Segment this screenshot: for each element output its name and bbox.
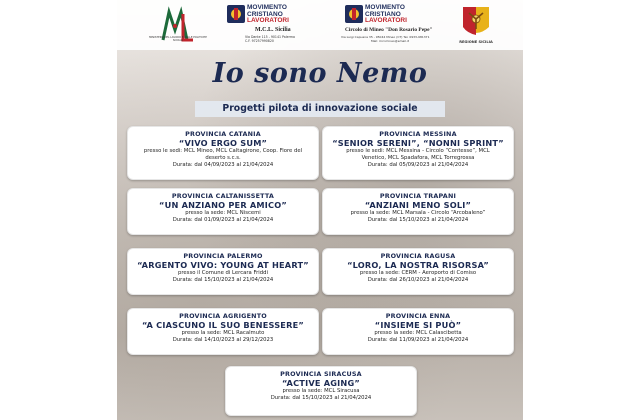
project-location: presso la sede: CERM - Aeroporto di Comiso — [359, 270, 477, 276]
province-label: PROVINCIA CALTANISSETTA — [171, 192, 275, 200]
mcl-sicilia-name: M.C.L. Sicilia — [255, 27, 291, 33]
circolo-street: Via Luigi Capuana 35 - 95044 Mineo (CT) Tel. 0933-981371 — [341, 35, 430, 39]
project-card-agrigento — [127, 308, 319, 355]
province-label: PROVINCIA AGRIGENTO — [179, 312, 267, 320]
project-duration: Durata: dal 14/10/2023 al 29/12/2023 — [172, 336, 274, 343]
project-duration: Durata: dal 11/09/2023 al 21/04/2024 — [367, 336, 469, 343]
project-location: presso la sede: MCL Racalmuto — [181, 330, 265, 336]
mcl-title-line: LAVORATORI — [247, 17, 289, 24]
project-location: presso le sedi: MCL Messina - Circolo “Contesse”, MCL Venetico, MCL Spadafora, MCL Torregrossa — [346, 148, 490, 161]
project-duration: Durata: dal 15/10/2023 al 21/04/2024 — [270, 394, 372, 401]
mcl-title-line: CRISTIANO — [247, 10, 283, 18]
project-name: “A CIASCUNO IL SUO BENESSERE” — [142, 320, 304, 330]
project-name: “VIVO ERGO SUM” — [178, 138, 268, 148]
project-card-caltanissetta — [127, 188, 319, 235]
project-location: presso il Comune di Lercara Friddi — [178, 270, 268, 276]
province-label: PROVINCIA CATANIA — [185, 130, 261, 138]
mcl-sicilia-logo — [227, 5, 332, 49]
province-label: PROVINCIA ENNA — [385, 312, 451, 320]
project-duration: Durata: dal 15/10/2023 al 21/04/2024 — [367, 216, 469, 223]
province-label: PROVINCIA PALERMO — [183, 252, 263, 260]
project-duration: Durata: dal 26/10/2023 al 21/04/2024 — [367, 276, 469, 283]
mcl-title — [247, 5, 289, 25]
province-label: PROVINCIA RAGUSA — [380, 252, 456, 260]
mcl-title-line: CRISTIANO — [365, 10, 401, 18]
poster — [117, 0, 523, 420]
mcl-sicilia-street: Via Dante 115 - 90141 Palermo — [245, 35, 295, 39]
mcl-title-line: MOVIMENTO — [247, 4, 287, 11]
project-name: “ARGENTO VIVO: YOUNG AT HEART” — [137, 260, 309, 270]
project-location: presso la sede: MCL Siracusa — [282, 388, 360, 394]
project-name: “LORO, LA NOSTRA RISORSA” — [347, 260, 489, 270]
regione-sicilia-caption: REGIONE SICILIA — [459, 40, 493, 44]
project-duration: Durata: dal 05/09/2023 al 21/04/2024 — [367, 161, 469, 168]
province-label: PROVINCIA MESSINA — [379, 130, 457, 138]
mcl-title-line: MOVIMENTO — [365, 4, 405, 11]
project-location: presso la sede: MCL Calascibetta — [374, 330, 462, 336]
mcl-sicilia-cf: C.F. 97257990820 — [245, 39, 274, 43]
project-card-catania — [127, 126, 319, 180]
circolo-mail: Mail: mcl.mineo@email.it — [371, 39, 409, 43]
province-label: PROVINCIA TRAPANI — [379, 192, 457, 200]
province-label: PROVINCIA SIRACUSA — [280, 370, 362, 378]
project-card-messina — [322, 126, 514, 180]
header-logos — [117, 0, 523, 50]
project-name: “UN ANZIANO PER AMICO” — [159, 200, 287, 210]
mcl-sicilia-address — [245, 35, 295, 43]
project-card-ragusa — [322, 248, 514, 295]
project-card-siracusa — [225, 366, 417, 416]
project-card-trapani — [322, 188, 514, 235]
ministry-caption: MINISTERO DEL LAVORO E DELLE POLITICHE SOCIALI — [149, 36, 207, 42]
mcl-title-line: LAVORATORI — [365, 17, 407, 24]
project-name: “ACTIVE AGING” — [282, 378, 360, 388]
page-subtitle: Progetti pilota di innovazione sociale — [195, 101, 445, 117]
regione-sicilia-emblem — [461, 5, 491, 39]
mcl-mineo-logo — [341, 4, 455, 49]
project-duration: Durata: dal 01/09/2023 al 21/04/2024 — [172, 216, 274, 223]
project-location: presso le sedi: MCL Mineo, MCL Caltagirone, Coop. Fiore del deserto s.c.s. — [143, 148, 303, 161]
circolo-address — [341, 35, 430, 43]
project-name: “INSIEME SI PUÒ” — [374, 320, 462, 330]
project-name: “ANZIANI MENO SOLI” — [364, 200, 472, 210]
project-name: “SENIOR SERENI”, “NONNI SPRINT” — [332, 138, 504, 148]
mcl-emblem-icon — [345, 5, 363, 23]
project-card-enna — [322, 308, 514, 355]
mcl-title — [365, 5, 407, 25]
page-title: Io sono Nemo — [212, 58, 428, 89]
project-location: presso la sede: MCL Marsala - Circolo “Arcobaleno” — [350, 210, 486, 216]
mcl-emblem-icon — [227, 5, 245, 23]
circolo-name: Circolo di Mineo "Don Rosario Pepe" — [345, 27, 433, 33]
project-location: presso la sede: MCL Niscemi — [185, 210, 261, 216]
project-duration: Durata: dal 15/10/2023 al 21/04/2024 — [172, 276, 274, 283]
project-duration: Durata: dal 04/09/2023 al 21/04/2024 — [172, 161, 274, 168]
project-card-palermo — [127, 248, 319, 295]
